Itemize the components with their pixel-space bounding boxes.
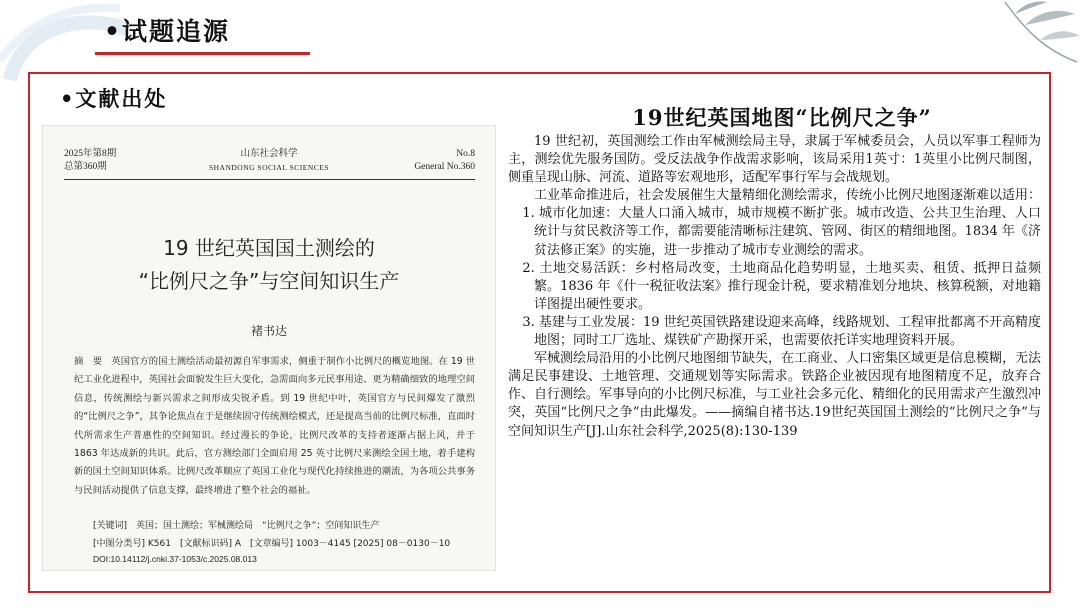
paper-meta [93,517,475,553]
heading-underline [95,52,310,55]
paper-abstract: 摘 要 英国官方的国土测绘活动最初源自军事需求，侧重于制作小比例尺的概览地图。在 19 世纪工业化进程中，英国社会面貌发生巨大变化，急需面向多元民事用途、更为精确细致的地理空间信息，传统测绘与新兴需求之间形成尖锐矛盾。到 19 世纪中叶，英国官方与民间爆发了激烈的“比例尺之争”，其争论焦点在于是继续固守传统测绘模式，还是提高当前的比例尺标准，直面时代所需求生产普惠性的空间知识。经过漫长的争论，比例尺改革的支持者逐渐占据上风，并于 1863 年达成新的共识。此后，官方测绘部门全面启用 25 英寸比例尺来测绘全国土地，着手建构新的国土空间知识体系。比例尺改革顺应了英国工业化与现代化持续推进的潮流，为各项公共事务与民间活动提供了信息支撑，最终增进了整个社会的福祉。 [74,356,475,496]
article-list-item-3: 3. 基建与工业发展：19 世纪英国铁路建设迎来高峰，线路规划、工程审批都离不开高精度地图；同时工厂选址、煤铁矿产勘探开采，也需要依托详实地理资料开展。 [522,314,1041,349]
article-title: 19世纪英国地图“比例尺之争” [632,105,932,130]
issue-total-en: General No.360 [414,162,475,172]
slide-heading: •试题追源 [104,17,230,46]
journal-name-en: SHANDONG SOCIAL SCIENCES [208,163,330,172]
article-paragraph-2: 工业革命推进后，社会发展催生大量精细化测绘需求，传统小比例尺地图逐渐难以适用： [534,188,1042,204]
paper-doi: DOI:10.14112/j.cnki.37-1053/c.2025.08.013 [93,554,257,564]
journal-header [43,148,495,180]
paper-title-line-2: “比例尺之争”与空间知识生产 [138,269,400,293]
article-list-item-2: 2. 土地交易活跃：乡村格局改变，土地商品化趋势明显，土地买卖、租赁、抵押日益频繁。1836 年《什一税征收法案》推行现金计税，要求精准划分地块、核算税额，对地籍详图提出硬性要求。 [522,260,1041,312]
article-body [508,133,1041,441]
paper-classification: [中图分类号] K561 [文献标识码] A [文章编号] 1003－4145 [2025] 08－0130－10 [93,539,451,549]
section-subheading: •文献出处 [60,86,168,111]
article-paragraph-3: 军械测绘局沿用的小比例尺地图细节缺失，在工商业、人口密集区域更是信息模糊，无法满足民事建设、土地管理、交通规划等实际需求。铁路企业被因现有地图精度不足，放弃合作、自行测绘。军事导向的小比例尺标准，与工业社会多元化、精细化的民用需求产生激烈冲突，英国“比例尺之争”由此爆发。——摘编自褚书达.19世纪英国国土测绘的“比例尺之争”与空间知识生产[J].山东社会科学,2025(8):130-139 [508,351,1042,439]
bamboo-leaves-decoration [985,0,1080,70]
paper-author: 褚书达 [250,324,287,338]
paper-title-line-1: 19 世纪英国国土测绘的 [163,236,375,260]
issue-total: 总第360期 [64,162,107,172]
journal-issue-en [414,148,475,174]
issue-number-en: No.8 [456,149,475,159]
issue-number: 2025年第8期 [64,149,117,159]
paper-keywords: [关键词] 英国；国土测绘；军械测绘局 “比例尺之争”；空间知识生产 [93,521,380,531]
journal-name-cn: 山东社会科学 [240,149,298,159]
header-divider [64,179,475,180]
article-paragraph-1: 19 世纪初，英国测绘工作由军械测绘局主导，隶属于军械委员会，人员以军事工程师为主，测绘优先服务国防。受反法战争作战需求影响，该局采用1英寸：1英里小比例尺制图，侧重呈现山脉、河流、道路等宏观地形，适配军事行军与会战规划。 [508,134,1041,186]
paper-title [43,232,495,298]
journal-page-image [42,125,496,571]
article-list-item-1: 1. 城市化加速：大量人口涌入城市，城市规模不断扩张。城市改造、公共卫生治理、人口统计与贫民救济等工作，都需要能清晰标注建筑、管网、街区的精细地图。1834 年《济贫法修正案》的实施，进一步推动了城市专业测绘的需求。 [522,206,1041,258]
